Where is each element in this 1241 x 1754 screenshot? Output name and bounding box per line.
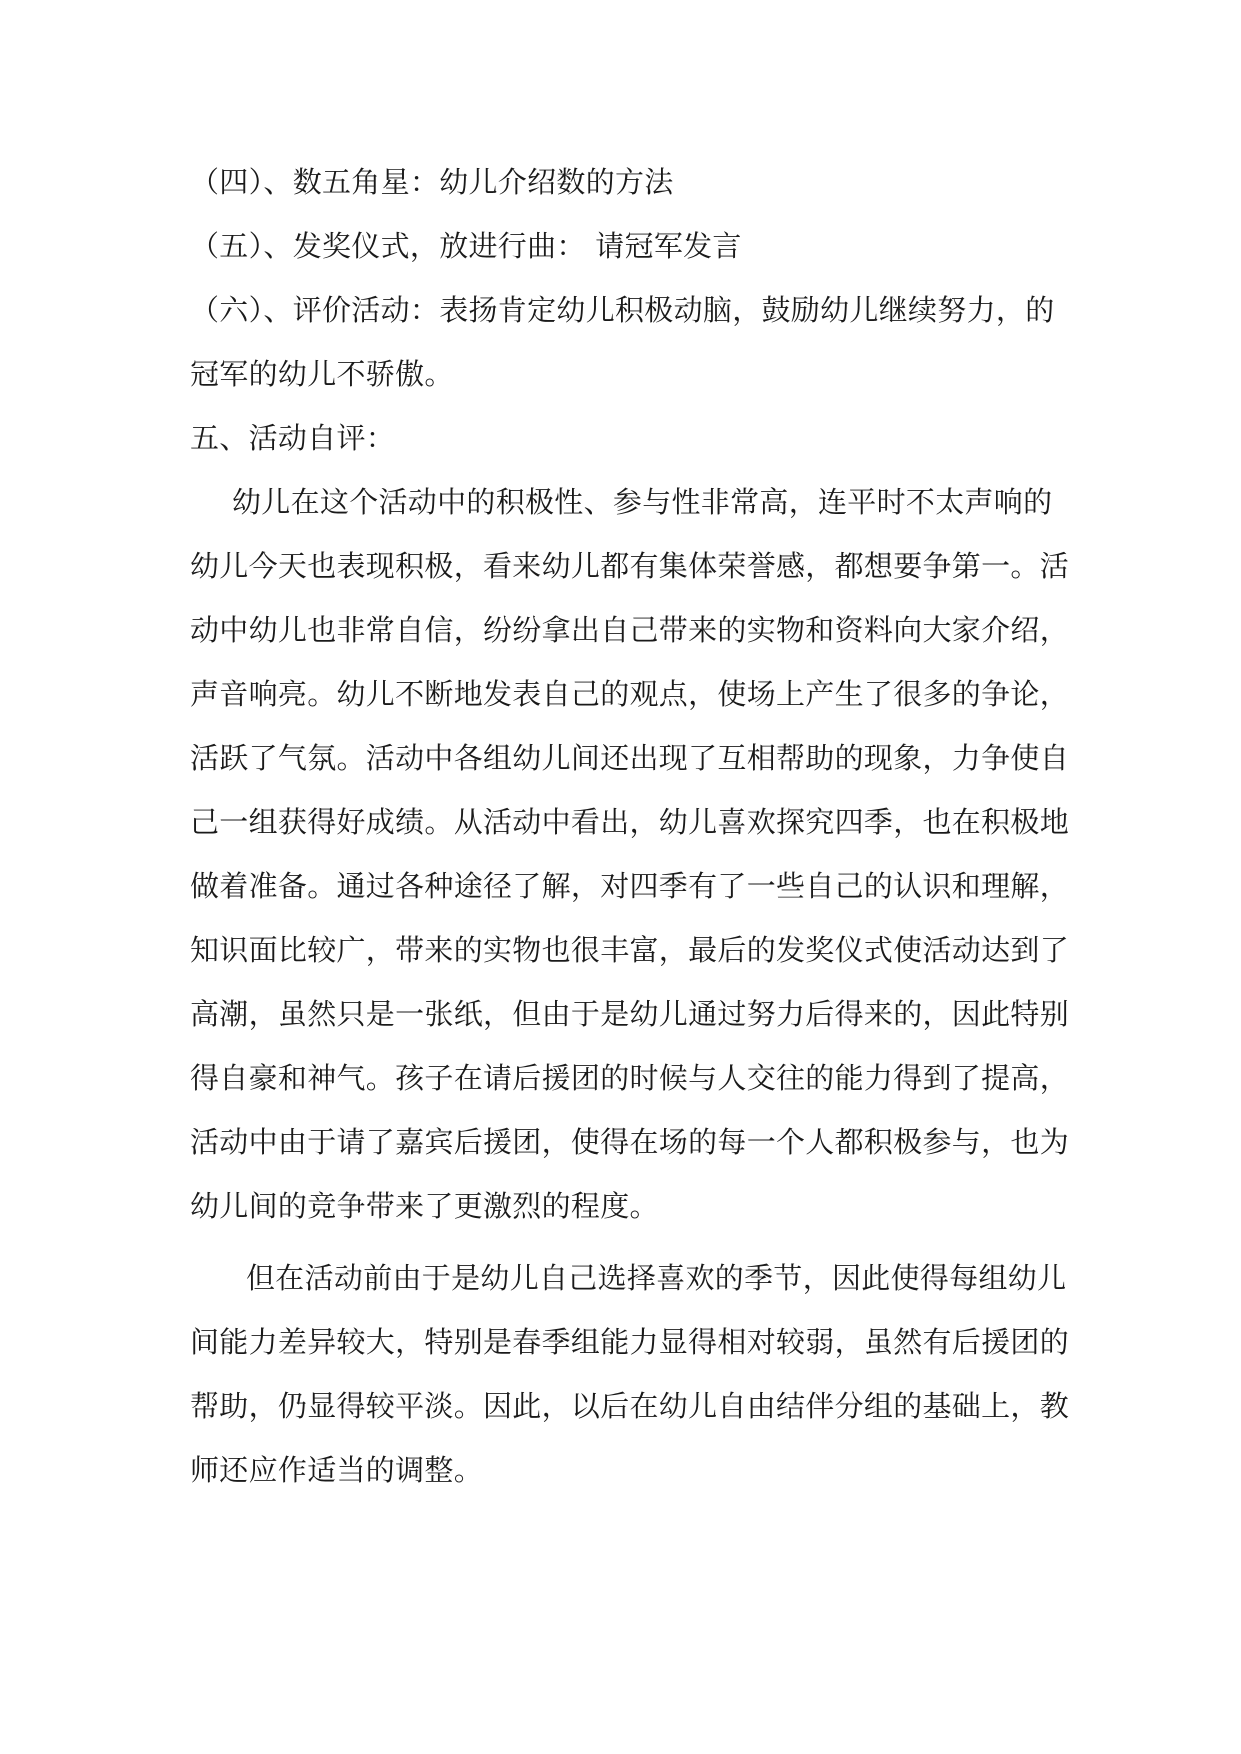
section-heading-self-evaluation: 五、活动自评： [190, 421, 396, 455]
section-item-5: （五）、发奖仪式，放进行曲： 请冠军发言 [190, 229, 742, 263]
paragraph-1-line-1: 幼儿在这个活动中的积极性、参与性非常高，连平时不太声响的 [232, 485, 1053, 519]
paragraph-1-line-2: 幼儿今天也表现积极，看来幼儿都有集体荣誉感，都想要争第一。活 [190, 549, 1070, 583]
section-item-6: （六）、评价活动：表扬肯定幼儿积极动脑，鼓励幼儿继续努力，的 [190, 293, 1055, 327]
paragraph-1-line-10: 得自豪和神气。孩子在请后援团的时候与人交往的能力得到了提高， [190, 1061, 1070, 1095]
paragraph-1-line-3: 动中幼儿也非常自信，纷纷拿出自己带来的实物和资料向大家介绍， [190, 613, 1070, 647]
section-item-4: （四）、数五角星：幼儿介绍数的方法 [190, 165, 674, 199]
paragraph-1-line-11: 活动中由于请了嘉宾后援团，使得在场的每一个人都积极参与，也为 [190, 1125, 1070, 1159]
paragraph-2-line-2: 间能力差异较大，特别是春季组能力显得相对较弱，虽然有后援团的 [190, 1325, 1070, 1359]
paragraph-1-line-12: 幼儿间的竞争带来了更激烈的程度。 [190, 1189, 659, 1223]
section-item-6-continued: 冠军的幼儿不骄傲。 [190, 357, 454, 391]
paragraph-2-line-4: 师还应作适当的调整。 [190, 1453, 484, 1487]
paragraph-1-line-9: 高潮，虽然只是一张纸，但由于是幼儿通过努力后得来的，因此特别 [190, 997, 1070, 1031]
paragraph-1-line-8: 知识面比较广，带来的实物也很丰富，最后的发奖仪式使活动达到了 [190, 933, 1070, 967]
paragraph-2-line-1: 但在活动前由于是幼儿自己选择喜欢的季节，因此使得每组幼儿 [246, 1261, 1067, 1295]
paragraph-1-line-6: 己一组获得好成绩。从活动中看出，幼儿喜欢探究四季，也在积极地 [190, 805, 1070, 839]
paragraph-1-line-4: 声音响亮。幼儿不断地发表自己的观点，使场上产生了很多的争论， [190, 677, 1070, 711]
paragraph-1-line-5: 活跃了气氛。活动中各组幼儿间还出现了互相帮助的现象，力争使自 [190, 741, 1070, 775]
paragraph-1-line-7: 做着准备。通过各种途径了解，对四季有了一些自己的认识和理解， [190, 869, 1070, 903]
paragraph-2-line-3: 帮助，仍显得较平淡。因此，以后在幼儿自由结伴分组的基础上，教 [190, 1389, 1070, 1423]
